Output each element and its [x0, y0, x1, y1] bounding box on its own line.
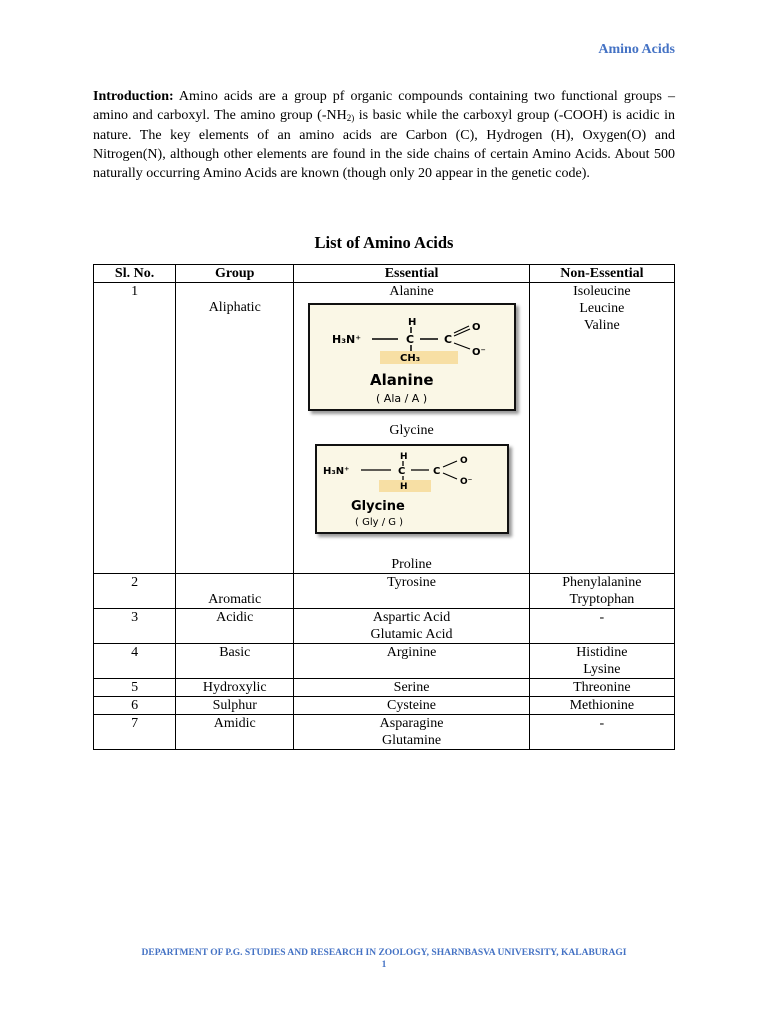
non-essential-item: Histidine — [576, 645, 628, 660]
cell-essential — [294, 574, 529, 609]
gly-abbr: ( Gly / G ) — [354, 517, 403, 528]
essential-item: Proline — [391, 557, 432, 572]
cell-group: Sulphur — [176, 697, 294, 715]
cell-group — [176, 574, 294, 609]
table-row — [94, 609, 675, 644]
table-row — [94, 574, 675, 609]
essential-item: Glycine — [389, 423, 434, 438]
cell-essential — [294, 715, 529, 750]
cell-no: 4 — [94, 644, 176, 679]
list-title: List of Amino Acids — [314, 233, 454, 252]
ala-h-top: H — [407, 317, 416, 328]
alanine-structure-figure — [308, 303, 516, 411]
gly-side-chain: H — [399, 482, 408, 492]
non-essential-item: Isoleucine — [573, 284, 631, 299]
cell-group: Basic — [176, 644, 294, 679]
table-row — [94, 679, 675, 697]
ala-abbr: ( Ala / A ) — [375, 392, 427, 405]
cell-non-essential: Threonine — [529, 679, 674, 697]
gly-c2: C — [432, 466, 440, 477]
introduction-paragraph — [93, 87, 675, 183]
cell-group: Acidic — [176, 609, 294, 644]
header-title: Amino Acids — [598, 42, 675, 57]
header-essential: Essential — [294, 265, 529, 283]
essential-item: Tyrosine — [387, 575, 436, 590]
table-row — [94, 715, 675, 750]
cell-no: 5 — [94, 679, 176, 697]
footer-department: DEPARTMENT OF P.G. STUDIES AND RESEARCH IN ZOOLOGY, SHARNBASVA UNIVERSITY, KALABURAGI — [141, 948, 627, 958]
cell-group: Amidic — [176, 715, 294, 750]
amino-acid-table — [93, 264, 675, 750]
non-essential-item: Valine — [583, 318, 620, 333]
ala-c2: C — [443, 333, 452, 346]
cell-no: 1 — [94, 283, 176, 574]
cell-no: 6 — [94, 697, 176, 715]
essential-item: Glutamine — [381, 733, 442, 748]
cell-essential — [294, 609, 529, 644]
ala-c: C — [405, 333, 414, 346]
cell-non-essential: - — [529, 715, 674, 750]
cell-non-essential: Methionine — [529, 697, 674, 715]
gly-c: C — [397, 466, 405, 477]
cell-essential: Serine — [294, 679, 529, 697]
cell-no: 7 — [94, 715, 176, 750]
page-footer — [0, 947, 768, 971]
intro-text-a: Amino acids are a group pf organic compounds containing two functional groups – amino and carboxyl. The amino group (-NH — [93, 89, 675, 123]
table-header-row — [94, 265, 675, 283]
gly-o2: O⁻ — [459, 477, 472, 487]
non-essential-item: Leucine — [579, 301, 625, 316]
essential-item: Alanine — [389, 284, 434, 299]
cell-no: 3 — [94, 609, 176, 644]
group-label: Aliphatic — [208, 300, 261, 315]
gly-h-top: H — [399, 452, 408, 462]
table-row — [94, 283, 675, 574]
header-group: Group — [176, 265, 294, 283]
ala-h3n: H₃N⁺ — [331, 333, 361, 346]
gly-h3n: H₃N⁺ — [322, 466, 349, 477]
cell-no: 2 — [94, 574, 176, 609]
ala-side-chain: CH₃ — [399, 353, 420, 364]
ala-o1: O — [471, 322, 481, 333]
intro-subscript: 2) — [346, 113, 355, 123]
essential-item: Aspartic Acid — [372, 610, 451, 625]
table-row — [94, 644, 675, 679]
cell-essential: Arginine — [294, 644, 529, 679]
gly-o1: O — [459, 456, 468, 466]
ala-o2: O⁻ — [471, 347, 486, 358]
essential-item: Glutamic Acid — [370, 627, 453, 642]
group-label: Aromatic — [208, 592, 262, 607]
intro-text-b: is basic while the carboxyl group (-COOH) is acidic in nature. The key elements of an amino acids are Carbon (C), Hydrogen (H), Oxygen(O) and Nitrogen(N), although other elements are found in the side chains of certain Amino Acids. About 500 naturally occurring Amino Acids are known (though only 20 appear in the genetic code). — [93, 108, 675, 181]
cell-non-essential — [529, 574, 674, 609]
cell-essential — [294, 283, 529, 574]
header-sl-no: Sl. No. — [94, 265, 176, 283]
cell-group: Hydroxylic — [176, 679, 294, 697]
header-non-essential: Non-Essential — [529, 265, 674, 283]
essential-item: Asparagine — [379, 716, 444, 731]
cell-non-essential — [529, 283, 674, 574]
non-essential-item: Lysine — [583, 662, 621, 677]
cell-non-essential: - — [529, 609, 674, 644]
gly-name: Glycine — [350, 499, 405, 514]
cell-group — [176, 283, 294, 574]
non-essential-item: Phenylalanine — [562, 575, 642, 590]
page-number: 1 — [381, 960, 387, 970]
ala-name: Alanine — [369, 371, 434, 389]
intro-lead: Introduction: — [93, 89, 174, 104]
table-row — [94, 697, 675, 715]
cell-non-essential — [529, 644, 674, 679]
non-essential-item: Tryptophan — [569, 592, 635, 607]
glycine-structure-figure — [315, 444, 509, 534]
cell-essential: Cysteine — [294, 697, 529, 715]
